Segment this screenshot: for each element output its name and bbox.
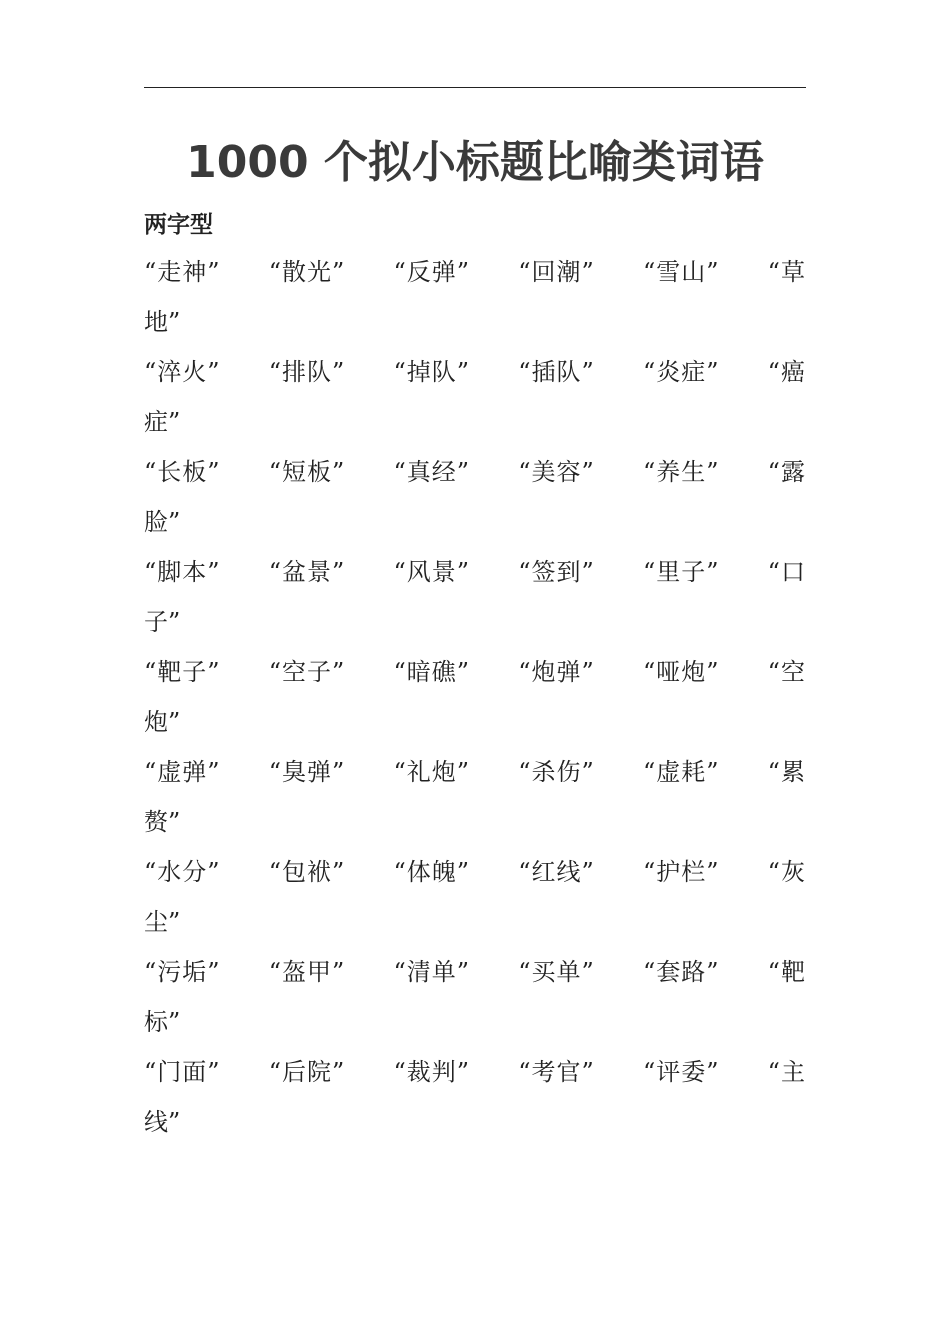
- word-item: “空: [767, 658, 806, 686]
- word-item: “体魄”: [393, 858, 471, 886]
- word-row-continuation: 地”: [144, 308, 181, 336]
- word-row-continuation: 线”: [144, 1108, 181, 1136]
- word-row-line: [144, 755, 806, 789]
- word-item: “礼炮”: [393, 758, 471, 786]
- word-item: “露: [767, 458, 806, 486]
- word-row-continuation: 炮”: [144, 708, 181, 736]
- word-item: “空子”: [268, 658, 346, 686]
- word-row: [144, 355, 806, 439]
- word-item: “靶子”: [144, 658, 221, 686]
- word-row: [144, 855, 806, 939]
- word-item: “盆景”: [268, 558, 346, 586]
- word-item: “虚弹”: [144, 758, 221, 786]
- word-item: “真经”: [393, 458, 471, 486]
- word-row: [144, 955, 806, 1039]
- word-row: [144, 255, 806, 339]
- word-row-continuation: 子”: [144, 608, 181, 636]
- word-item: “排队”: [268, 358, 346, 386]
- word-row-line: [144, 355, 806, 389]
- word-item: “裁判”: [393, 1058, 471, 1086]
- word-row-continuation: 脸”: [144, 508, 181, 536]
- word-item: “后院”: [268, 1058, 346, 1086]
- word-item: “护栏”: [642, 858, 720, 886]
- word-row-continuation: 尘”: [144, 908, 181, 936]
- word-item: “污垢”: [144, 958, 221, 986]
- word-item: “散光”: [268, 258, 346, 286]
- word-item: “里子”: [642, 558, 720, 586]
- word-item: “主: [767, 1058, 806, 1086]
- word-item: “套路”: [642, 958, 720, 986]
- word-item: “盔甲”: [268, 958, 346, 986]
- word-item: “走神”: [144, 258, 221, 286]
- word-row-continuation: 症”: [144, 408, 181, 436]
- word-item: “美容”: [518, 458, 595, 486]
- word-item: “风景”: [393, 558, 471, 586]
- word-row: [144, 455, 806, 539]
- word-item: “签到”: [518, 558, 595, 586]
- word-item: “臭弹”: [268, 758, 346, 786]
- word-row-line: [144, 855, 806, 889]
- word-item: “靶: [767, 958, 806, 986]
- word-item: “累: [767, 758, 806, 786]
- word-item: “脚本”: [144, 558, 221, 586]
- word-item: “掉队”: [393, 358, 471, 386]
- document-title: 1000 个拟小标题比喻类词语: [186, 137, 764, 188]
- word-row-continuation: 赘”: [144, 808, 181, 836]
- word-row-line: [144, 555, 806, 589]
- word-item: “杀伤”: [518, 758, 595, 786]
- word-item: “口: [767, 558, 806, 586]
- word-item: “炎症”: [642, 358, 720, 386]
- word-item: “包袱”: [268, 858, 346, 886]
- word-item: “短板”: [268, 458, 346, 486]
- word-item: “买单”: [518, 958, 595, 986]
- word-row-line: [144, 455, 806, 489]
- section-heading: 两字型: [144, 212, 213, 238]
- word-item: “门面”: [144, 1058, 221, 1086]
- word-item: “评委”: [642, 1058, 720, 1086]
- word-item: “反弹”: [393, 258, 471, 286]
- word-item: “长板”: [144, 458, 221, 486]
- word-item: “草: [767, 258, 806, 286]
- word-item: “灰: [767, 858, 806, 886]
- word-item: “考官”: [518, 1058, 595, 1086]
- word-item: “清单”: [393, 958, 471, 986]
- word-item: “癌: [767, 358, 806, 386]
- word-row: [144, 1055, 806, 1139]
- word-item: “红线”: [518, 858, 595, 886]
- word-item: “哑炮”: [642, 658, 720, 686]
- word-item: “雪山”: [642, 258, 720, 286]
- word-row-line: [144, 655, 806, 689]
- word-row-line: [144, 255, 806, 289]
- word-item: “插队”: [518, 358, 595, 386]
- word-item: “淬火”: [144, 358, 221, 386]
- word-item: “回潮”: [518, 258, 595, 286]
- word-row: [144, 755, 806, 839]
- word-item: “水分”: [144, 858, 221, 886]
- word-item: “暗礁”: [393, 658, 471, 686]
- word-item: “养生”: [642, 458, 720, 486]
- word-row-continuation: 标”: [144, 1008, 181, 1036]
- word-row: [144, 555, 806, 639]
- header-rule: [144, 87, 806, 88]
- word-row-line: [144, 1055, 806, 1089]
- word-item: “炮弹”: [518, 658, 595, 686]
- word-row: [144, 655, 806, 739]
- word-item: “虚耗”: [642, 758, 720, 786]
- word-row-line: [144, 955, 806, 989]
